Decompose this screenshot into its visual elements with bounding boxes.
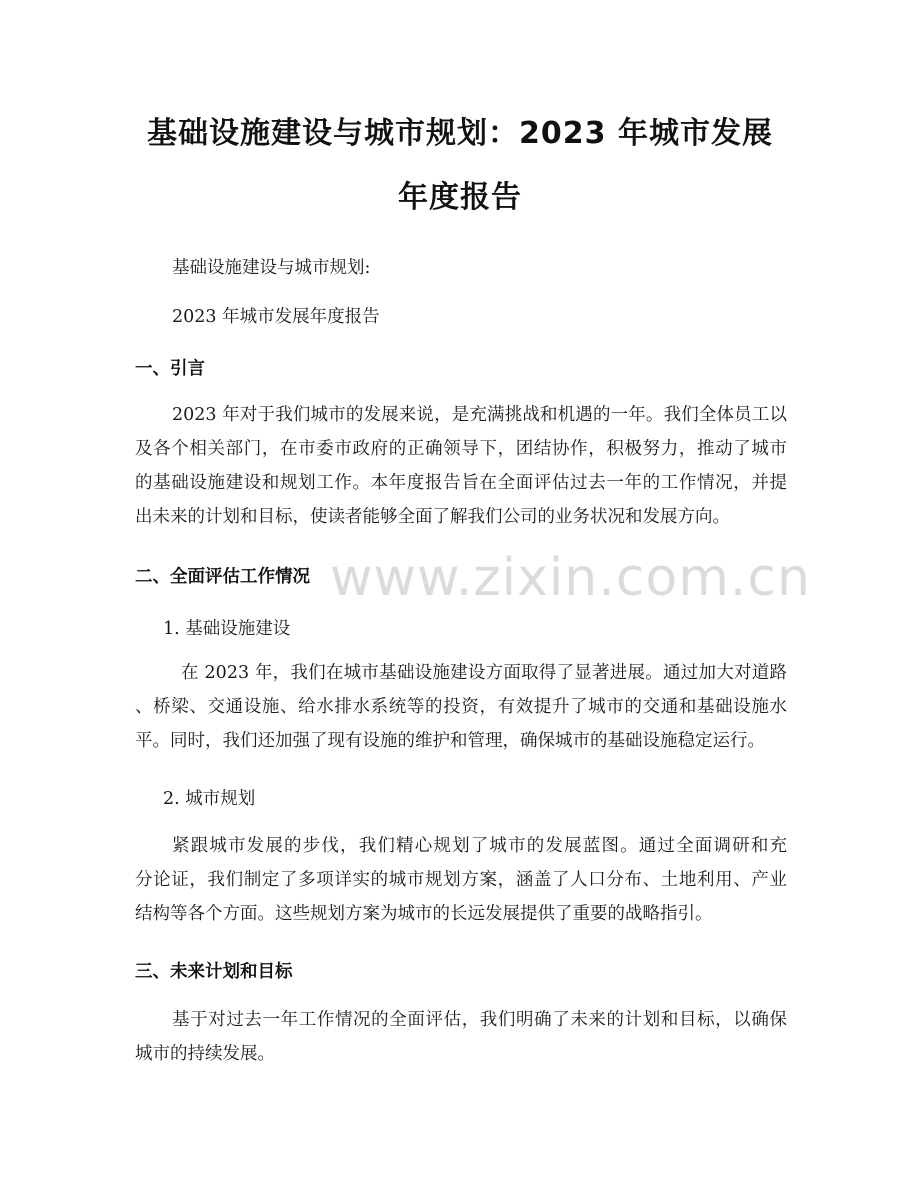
watermark: www.zixin.com.cn <box>330 548 811 608</box>
section-heading-assessment: 二、全面评估工作情况 <box>135 567 310 587</box>
paragraph-line: 城市的持续发展。 <box>135 1044 275 1064</box>
paragraph-line: 及各个相关部门，在市委市政府的正确领导下，团结协作，积极努力，推动了城市 <box>135 439 787 459</box>
infrastructure-paragraph <box>135 656 787 758</box>
intro-line-2: 2023 年城市发展年度报告 <box>172 307 380 327</box>
paragraph-line: 出未来的计划和目标，使读者能够全面了解我们公司的业务状况和发展方向。 <box>135 507 730 527</box>
section-heading-future-plans: 三、未来计划和目标 <box>135 962 293 982</box>
introduction-paragraph <box>135 398 787 534</box>
subsection-label-infrastructure: 1. 基础设施建设 <box>163 619 291 639</box>
section-heading-introduction: 一、引言 <box>135 359 205 379</box>
paragraph-line: 平。同时，我们还加强了现有设施的维护和管理，确保城市的基础设施稳定运行。 <box>135 731 765 751</box>
subsection-label-urban-planning: 2. 城市规划 <box>163 789 256 809</box>
paragraph-line: 结构等各个方面。这些规划方案为城市的长远发展提供了重要的战略指引。 <box>135 904 713 924</box>
paragraph-line: 、桥梁、交通设施、给水排水系统等的投资，有效提升了城市的交通和基础设施水 <box>135 697 787 717</box>
paragraph-line: 基于对过去一年工作情况的全面评估，我们明确了未来的计划和目标，以确保 <box>172 1010 787 1030</box>
paragraph-line: 分论证，我们制定了多项详实的城市规划方案，涵盖了人口分布、土地利用、产业 <box>135 870 787 890</box>
document-title-line-1: 基础设施建设与城市规划：2023 年城市发展 <box>147 116 773 151</box>
paragraph-line: 的基础设施建设和规划工作。本年度报告旨在全面评估过去一年的工作情况，并提 <box>135 473 787 493</box>
intro-line-1: 基础设施建设与城市规划: <box>172 258 371 278</box>
paragraph-line: 紧跟城市发展的步伐，我们精心规划了城市的发展蓝图。通过全面调研和充 <box>172 836 787 856</box>
future-plans-paragraph <box>135 1003 787 1071</box>
paragraph-line: 2023 年对于我们城市的发展来说，是充满挑战和机遇的一年。我们全体员工以 <box>172 405 787 425</box>
paragraph-line: 在 2023 年，我们在城市基础设施建设方面取得了显著进展。通过加大对道路 <box>181 663 787 683</box>
urban-planning-paragraph <box>135 829 787 931</box>
document-title-line-2: 年度报告 <box>398 180 522 215</box>
